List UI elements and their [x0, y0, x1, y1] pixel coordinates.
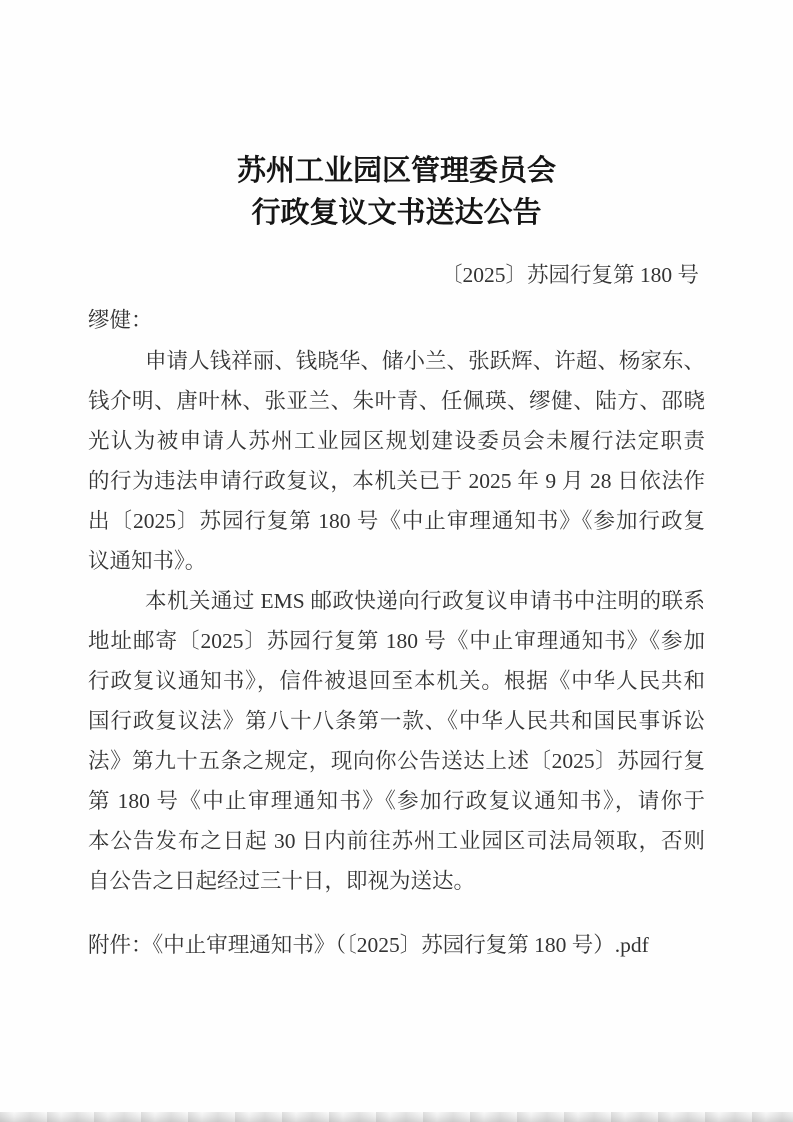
text-line: 议通知书》。: [88, 549, 207, 573]
document-number: 〔2025〕苏园行复第 180 号: [440, 263, 699, 287]
text-line: 国行政复议法》第八十八条第一款、《中华人民共和国民事诉讼: [88, 709, 705, 733]
salutation: 缪健：: [88, 308, 153, 332]
attachment-line: 附件：《中止审理通知书》（〔2025〕苏园行复第 180 号）.pdf: [88, 933, 649, 957]
text-line: 本公告发布之日起 30 日内前往苏州工业园区司法局领取，否则: [88, 829, 705, 853]
text-line: 第 180 号《中止审理通知书》《参加行政复议通知书》，请你于: [88, 789, 705, 813]
document-content: [88, 0, 705, 965]
text-line: 的行为违法申请行政复议，本机关已于 2025 年 9 月 28 日依法作: [88, 469, 705, 493]
text-line: 行政复议通知书》，信件被退回至本机关。根据《中华人民共和: [88, 669, 705, 693]
text-line: 光认为被申请人苏州工业园区规划建设委员会未履行法定职责: [88, 429, 705, 453]
document-body: [88, 341, 705, 901]
title-line-1: 苏州工业园区管理委员会: [236, 155, 556, 187]
text-line: 钱介明、唐叶林、张亚兰、朱叶青、任佩瑛、缪健、陆方、邵晓: [88, 389, 705, 413]
document-title: [88, 150, 705, 234]
text-line: 申请人钱祥丽、钱晓华、储小兰、张跃辉、许超、杨家东、: [145, 349, 705, 373]
text-line: 出〔2025〕苏园行复第 180 号《中止审理通知书》《参加行政复: [88, 509, 705, 533]
text-line: 自公告之日起经过三十日，即视为送达。: [88, 869, 476, 893]
paragraph: [88, 341, 705, 581]
text-line: 本机关通过 EMS 邮政快递向行政复议申请书中注明的联系: [145, 589, 705, 613]
text-line: 法》第九十五条之规定，现向你公告送达上述〔2025〕苏园行复: [88, 749, 705, 773]
text-line: 地址邮寄〔2025〕苏园行复第 180 号《中止审理通知书》《参加: [88, 629, 705, 653]
scan-bottom-edge-artifact: [0, 1112, 793, 1122]
paragraph: [88, 581, 705, 901]
title-line-2: 行政复议文书送达公告: [251, 197, 542, 229]
